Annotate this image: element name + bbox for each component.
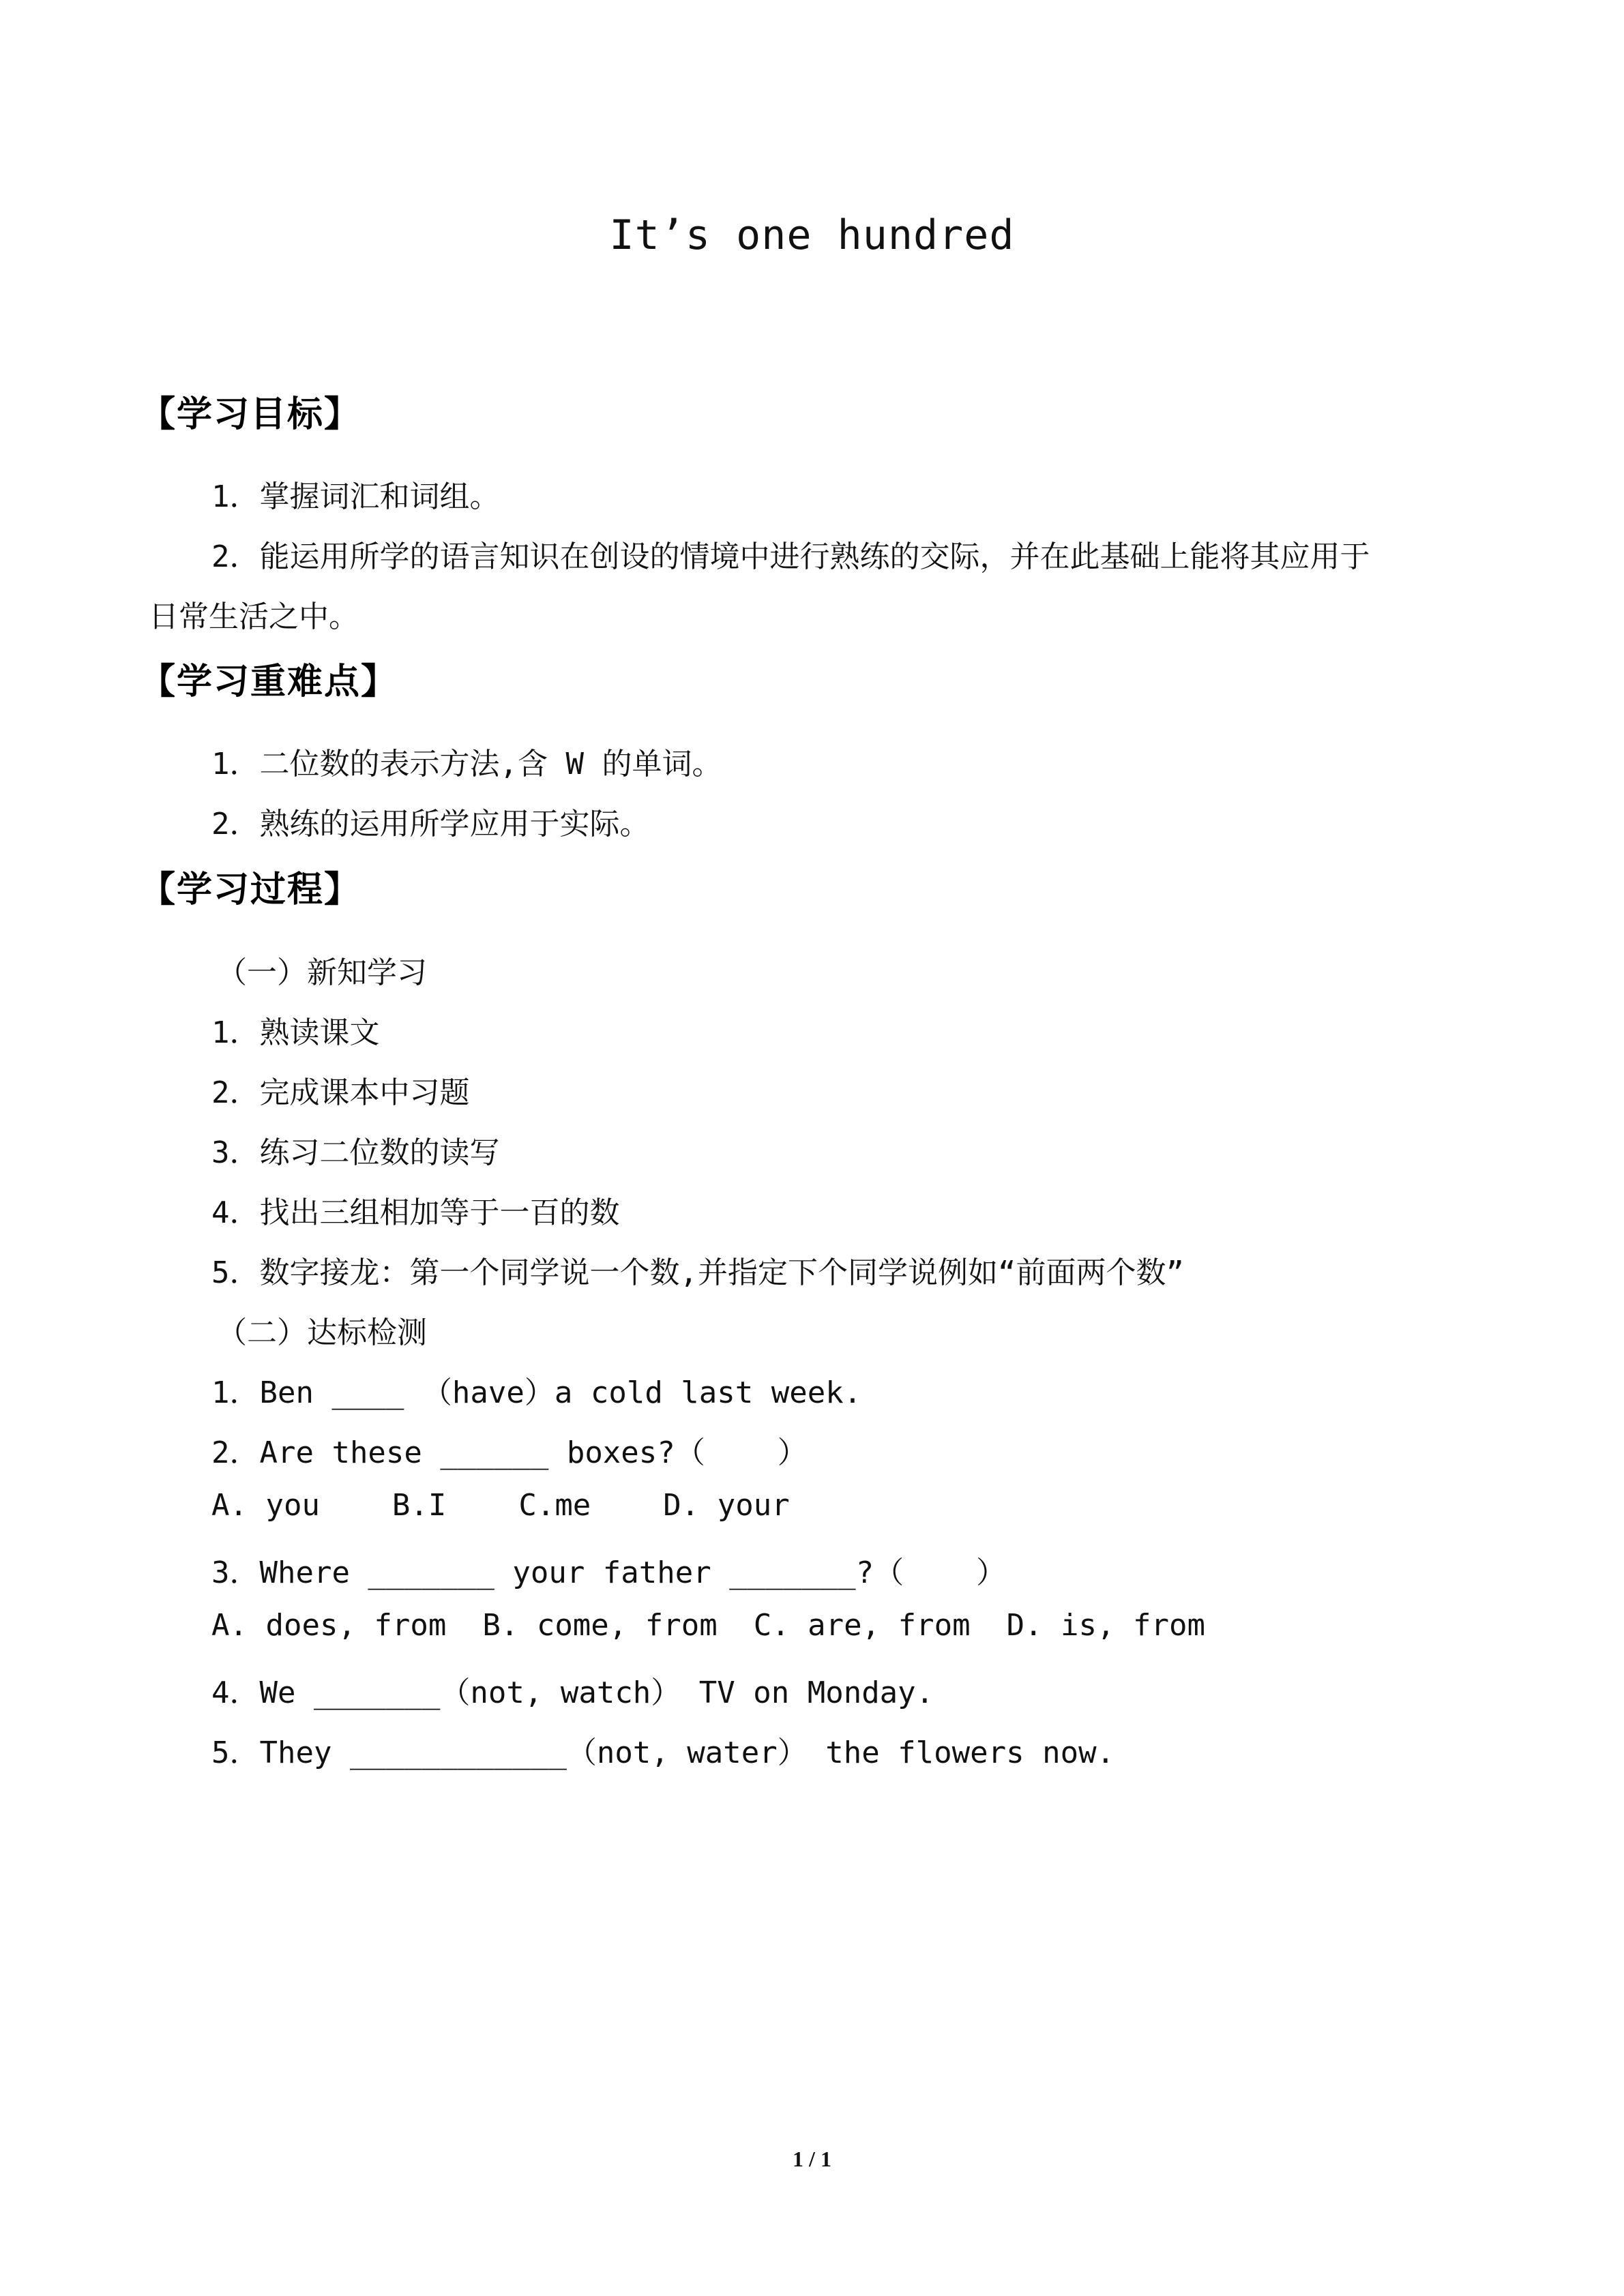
process-part1-item-5: 5．数字接龙：第一个同学说一个数,并指定下个同学说例如“前面两个数” (211, 1255, 1184, 1290)
objective-item-2-continued: 日常生活之中。 (149, 599, 359, 634)
section-heading-process: 【学习过程】 (140, 869, 361, 910)
process-part1-item-1: 1．熟读课文 (211, 1015, 380, 1050)
key-point-item-2: 2．熟练的运用所学应用于实际。 (211, 807, 650, 841)
exercise-item-3-options: A. does, from B. come, from C. are, from D. is, from (211, 1608, 1205, 1643)
process-part1-item-4: 4．找出三组相加等于一百的数 (211, 1195, 620, 1230)
section-heading-key-points: 【学习重难点】 (140, 661, 398, 702)
objective-item-2: 2．能运用所学的语言知识在创设的情境中进行熟练的交际，并在此基础上能将其应用于 (211, 539, 1370, 574)
exercise-item-4: 4．We _______（not, watch） TV on Monday. (211, 1675, 934, 1710)
section-heading-objectives: 【学习目标】 (140, 394, 361, 435)
exercise-item-1: 1．Ben ____ （have）a cold last week. (211, 1375, 862, 1410)
exercise-item-2-options: A. you B.I C.me D. your (211, 1488, 790, 1523)
exercise-item-3: 3．Where _______ your father _______?（ ） (211, 1555, 1007, 1590)
objective-item-1: 1．掌握词汇和词组。 (211, 479, 500, 514)
process-part2-title: （二）达标检测 (217, 1315, 427, 1350)
key-point-item-1: 1．二位数的表示方法,含 W 的单词。 (211, 747, 722, 781)
page-number: 1 / 1 (793, 2147, 831, 2171)
process-part1-item-2: 2．完成课本中习题 (211, 1075, 470, 1110)
process-part1-title: （一）新知学习 (217, 955, 427, 990)
exercise-item-2: 2．Are these ______ boxes?（ ） (211, 1435, 808, 1470)
process-part1-item-3: 3．练习二位数的读写 (211, 1135, 500, 1170)
exercise-item-5: 5．They ____________（not, water） the flowers now. (211, 1735, 1115, 1770)
document-title: It’s one hundred (609, 211, 1015, 259)
